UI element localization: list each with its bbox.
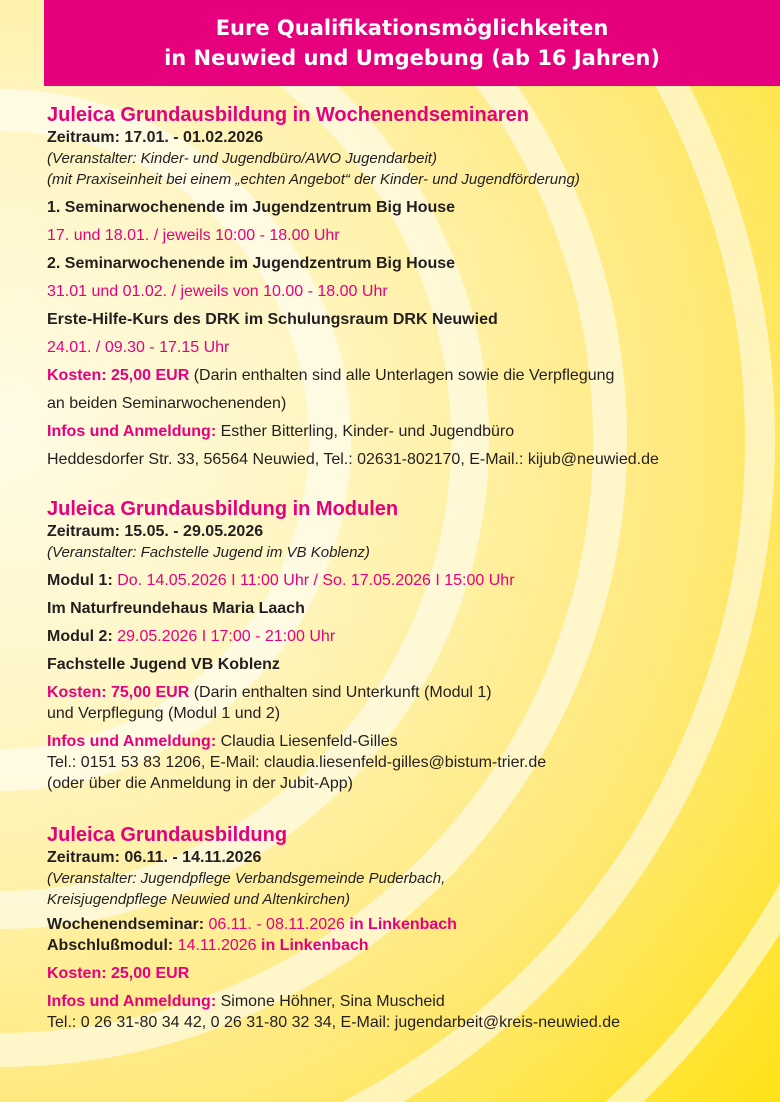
infos-phone-email: Tel.: 0 26 31-80 34 42, 0 26 31-80 32 34, E-Mail: jugendarbeit@kreis-neuwied.de (47, 1014, 621, 1031)
zeitraum: Zeitraum: 15.05. - 29.05.2026 (47, 523, 264, 540)
section-title: Juleica Grundausbildung (47, 824, 288, 846)
header-line-2: in Neuwied und Umgebung (ab 16 Jahren) (164, 46, 660, 70)
first-aid-label: Erste-Hilfe-Kurs des DRK im Schulungsraum DRK Neuwied (47, 311, 498, 328)
kosten-label: Kosten: 25,00 EUR (47, 965, 190, 982)
infos-contact: Esther Bitterling, Kinder- und Jugendbüro (216, 423, 515, 440)
praxis-note: (mit Praxiseinheit bei einem „echten Angebot“ der Kinder- und Jugendförderung) (47, 171, 580, 188)
veranstalter: (Veranstalter: Fachstelle Jugend im VB Koblenz) (47, 544, 370, 561)
infos-app-note: (oder über die Anmeldung in der Jubit-App) (47, 775, 353, 792)
zeitraum: Zeitraum: 06.11. - 14.11.2026 (47, 849, 262, 866)
header-line-1: Eure Qualifikationsmöglichkeiten (215, 16, 609, 40)
infos-contact: Simone Höhner, Sina Muscheid (216, 993, 445, 1010)
wochenendseminar-place: in Linkenbach (344, 916, 457, 933)
wochenendseminar-label: Wochenendseminar: (47, 916, 205, 933)
veranstalter: (Veranstalter: Kinder- und Jugendbüro/AWO Jugendarbeit) (47, 150, 437, 167)
section-module (47, 497, 767, 794)
abschlussmodul-time: 14.11.2026 (173, 937, 257, 954)
infos-address: Heddesdorfer Str. 33, 56564 Neuwied, Tel.: 02631-802170, E-Mail.: kijub@neuwied.de (47, 451, 659, 468)
infos-line (47, 991, 767, 1012)
kosten-text: (Darin enthalten sind alle Unterlagen sowie die Verpflegung (189, 367, 615, 384)
veranstalter-2: Kreisjugendpflege Neuwied und Altenkirchen) (47, 891, 350, 908)
kosten-line (47, 682, 767, 703)
kosten-label: Kosten: 75,00 EUR (47, 684, 190, 701)
seminar-weekend-2-time: 31.01 und 01.02. / jeweils von 10.00 - 18.00 Uhr (47, 283, 388, 300)
kosten-text-2: und Verpflegung (Modul 1 und 2) (47, 705, 281, 722)
infos-line (47, 421, 767, 442)
veranstalter-1: (Veranstalter: Jugendpflege Verbandsgemeinde Puderbach, (47, 870, 446, 887)
abschlussmodul-label: Abschlußmodul: (47, 937, 174, 954)
section-grundausbildung (47, 823, 767, 1033)
kosten-line (47, 365, 767, 386)
modul-1-line (47, 570, 767, 591)
modul-2-time: 29.05.2026 I 17:00 - 21:00 Uhr (112, 628, 336, 645)
seminar-weekend-2-label: 2. Seminarwochenende im Jugendzentrum Big House (47, 255, 456, 272)
wochenendseminar-line (47, 914, 767, 935)
modul-1-time: Do. 14.05.2026 I 11:00 Uhr / So. 17.05.2026 I 15:00 Uhr (112, 572, 515, 589)
modul-2-label: Modul 2: (47, 628, 113, 645)
section-wochenendseminare (47, 103, 767, 470)
infos-line (47, 731, 767, 752)
wochenendseminar-time: 06.11. - 08.11.2026 (204, 916, 345, 933)
seminar-weekend-1-time: 17. und 18.01. / jeweils 10:00 - 18.00 Uhr (47, 227, 340, 244)
page-header (44, 0, 780, 86)
infos-label: Infos und Anmeldung: (47, 423, 217, 440)
kosten-text-2: an beiden Seminarwochenenden) (47, 395, 287, 412)
modul-1-label: Modul 1: (47, 572, 113, 589)
kosten-label: Kosten: 25,00 EUR (47, 367, 190, 384)
kosten-text: (Darin enthalten sind Unterkunft (Modul 1) (189, 684, 492, 701)
abschlussmodul-place: in Linkenbach (256, 937, 369, 954)
zeitraum: Zeitraum: 17.01. - 01.02.2026 (47, 129, 264, 146)
section-title: Juleica Grundausbildung in Wochenendseminaren (47, 104, 529, 126)
infos-label: Infos und Anmeldung: (47, 993, 217, 1010)
infos-label: Infos und Anmeldung: (47, 733, 217, 750)
modul-2-place: Fachstelle Jugend VB Koblenz (47, 656, 280, 673)
modul-1-place: Im Naturfreundehaus Maria Laach (47, 600, 305, 617)
modul-2-line (47, 626, 767, 647)
first-aid-time: 24.01. / 09.30 - 17.15 Uhr (47, 339, 230, 356)
seminar-weekend-1-label: 1. Seminarwochenende im Jugendzentrum Big House (47, 199, 456, 216)
infos-phone-email: Tel.: 0151 53 83 1206, E-Mail: claudia.liesenfeld-gilles@bistum-trier.de (47, 754, 547, 771)
section-title: Juleica Grundausbildung in Modulen (47, 498, 399, 520)
infos-contact: Claudia Liesenfeld-Gilles (216, 733, 398, 750)
abschlussmodul-line (47, 935, 767, 956)
